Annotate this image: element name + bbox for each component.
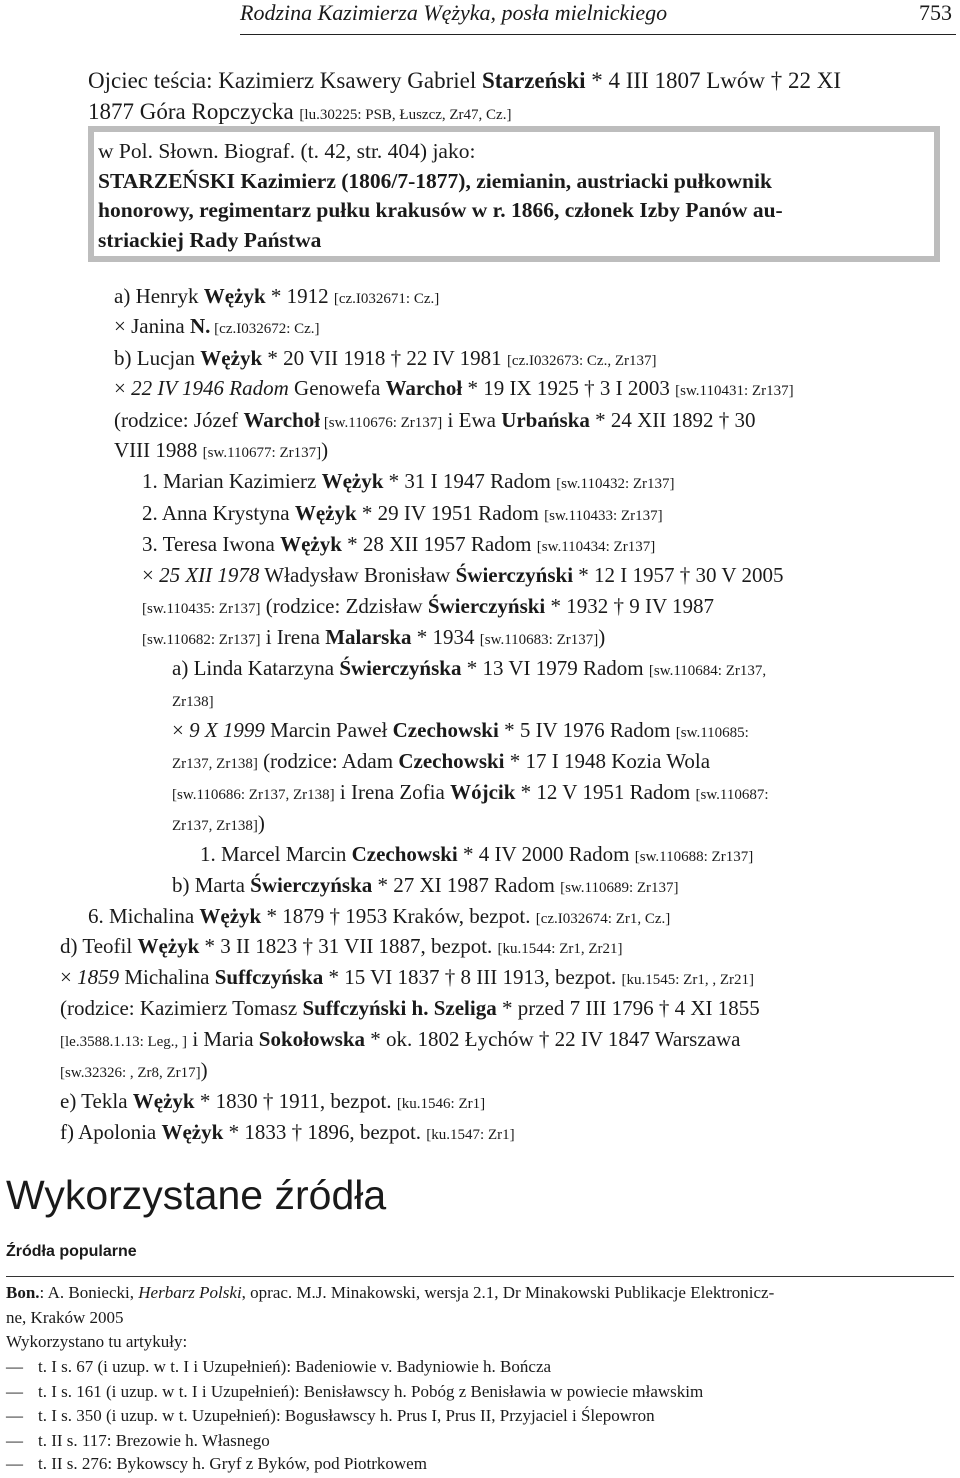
surname: Warchoł [385, 376, 463, 400]
surname: Świerczyński [427, 594, 546, 618]
text: b) Lucjan [114, 346, 201, 370]
article-item [6, 1407, 655, 1426]
entry-linda-2 [172, 688, 214, 711]
surname: Czechowski [351, 842, 458, 866]
article-text: t. II s. 117: Brezowie h. Własnego [38, 1431, 270, 1450]
entry-marcin-parents-2 [172, 781, 769, 804]
reference: [sw.110432: Zr137] [556, 476, 675, 492]
text: * 1932 † 9 IV 1987 [545, 594, 715, 618]
surname: Urbańska [501, 408, 590, 432]
text: * 1934 [411, 625, 480, 649]
text: 1. Marcel Marcin [200, 842, 352, 866]
reference: [sw.110683: Zr137] [479, 632, 599, 648]
text: a) Henryk [114, 284, 204, 308]
entry-wladyslaw-parents-2 [142, 626, 605, 649]
entry-marcel [200, 843, 753, 866]
text: Ojciec teścia: Kazimierz Ksawery Gabriel [88, 68, 482, 93]
surname: Świerczyński [455, 563, 574, 587]
text: * 28 XII 1957 Radom [341, 532, 537, 556]
entry-marcin [172, 719, 749, 742]
text: × [172, 718, 190, 742]
surname: Suffczyński h. Szeliga [302, 996, 497, 1020]
text: * 1833 † 1896, bezpot. [223, 1120, 427, 1144]
text: * 31 I 1947 Radom [383, 469, 557, 493]
text: * 4 IV 2000 Radom [457, 842, 635, 866]
entry-marta [172, 874, 679, 897]
dash: — [6, 1454, 23, 1473]
text: * 29 IV 1951 Radom [356, 501, 545, 525]
text: i Irena [260, 625, 326, 649]
surname: Starzeński [482, 68, 586, 93]
text: i Irena Zofia [334, 780, 451, 804]
reference: [cz.I032674: Zr1, Cz.] [535, 911, 671, 927]
text: * 20 VII 1918 † 22 IV 1981 [262, 346, 507, 370]
surname: Wójcik [450, 780, 516, 804]
entry-michalina-parents-2 [60, 1028, 740, 1051]
dash: — [6, 1382, 23, 1401]
sources-heading: Wykorzystane źródła [6, 1172, 387, 1218]
entry-apolonia [60, 1121, 515, 1144]
entry-marcin-parents-3 [172, 812, 265, 835]
text: × [142, 563, 160, 587]
reference: [ku.1545: Zr1, , Zr21] [621, 972, 754, 988]
article-text: t. I s. 67 (i uzup. w t. I i Uzupełnień): Badeniowie v. Badyniowie h. Bończa [38, 1357, 552, 1376]
entry-linda [172, 657, 766, 680]
reference: [sw.110676: Zr137] [320, 415, 443, 431]
text: 1877 Góra Ropczycka [88, 99, 300, 124]
reference: [le.3588.1.13: Leg., ] [60, 1034, 188, 1050]
text: : A. Boniecki, [39, 1283, 139, 1302]
text: Genowefa [288, 376, 386, 400]
entry-genowefa [114, 377, 794, 400]
article-item [6, 1383, 703, 1402]
text: ) [598, 625, 606, 649]
marriage-date: 1859 [77, 965, 120, 989]
text: × Janina [114, 314, 190, 338]
reference: [sw.110682: Zr137] [142, 632, 261, 648]
text: * 17 I 1948 Kozia Wola [504, 749, 711, 773]
box-line: honorowy, regimentarz pułku krakusów w r. 1866, członek Izby Panów au- [98, 198, 783, 222]
text: * 12 I 1957 † 30 V 2005 [573, 563, 784, 587]
text: * 12 V 1951 Radom [515, 780, 696, 804]
entry-michalina-parents-3 [60, 1059, 208, 1082]
text: , oprac. M.J. Minakowski, wersja 2.1, Dr Minakowski Publikacje Elektronicz- [241, 1283, 775, 1302]
sources-rule [6, 1276, 954, 1277]
running-title: Rodzina Kazimierza Wężyka, posła mielnickiego [240, 0, 668, 25]
dash: — [6, 1431, 23, 1450]
surname: Wężyk [137, 934, 200, 958]
entry-michalina [88, 905, 670, 928]
father-in-law-line [88, 68, 841, 93]
reference: Zr137, Zr138] [172, 818, 258, 834]
text: 2. Anna Krystyna [142, 501, 295, 525]
article-text: t. I s. 350 (i uzup. w t. Uzupełnień): Bogusławscy h. Prus I, Prus II, Przyjaciel i Ślepowron [38, 1406, 655, 1425]
text: b) Marta [172, 873, 251, 897]
text: d) Teofil [60, 934, 138, 958]
reference: [cz.I032671: Cz.] [333, 291, 440, 307]
text: (rodzice: Adam [257, 749, 399, 773]
reference: [sw.110685: [675, 725, 749, 741]
reference: [sw.110686: Zr137, Zr138] [172, 787, 335, 803]
text: * 1912 [265, 284, 334, 308]
text: * 5 IV 1976 Radom [498, 718, 676, 742]
text: i Maria [187, 1027, 259, 1051]
entry-genowefa-parents-2 [114, 439, 328, 462]
text: × [60, 965, 78, 989]
text: * 3 II 1823 † 31 VII 1887, bezpot. [199, 934, 498, 958]
reference: [sw.110684: Zr137, [648, 663, 767, 679]
text: * 1830 † 1911, bezpot. [194, 1089, 397, 1113]
entry-genowefa-parents [114, 409, 756, 432]
reference: [sw.110431: Zr137] [675, 383, 794, 399]
article-text: t. II s. 276: Bykowscy h. Gryf z Byków, pod Piotrkowem [38, 1454, 427, 1473]
father-in-law-line-2 [88, 99, 511, 124]
text: 6. Michalina [88, 904, 200, 928]
text: 1. Marian Kazimierz [142, 469, 322, 493]
reference: [sw.110677: Zr137] [202, 445, 322, 461]
text: * 24 XII 1892 † 30 [589, 408, 756, 432]
entry-teofil [60, 935, 623, 958]
surname: Wężyk [200, 346, 263, 370]
reference: [sw.32326: , Zr8, Zr17] [60, 1065, 201, 1081]
text: (rodzice: Zdzisław [260, 594, 428, 618]
sources-subheading: Źródła popularne [6, 1243, 137, 1260]
reference: [cz.I032673: Cz., Zr137] [506, 353, 657, 369]
text: Marcin Paweł [264, 718, 393, 742]
text: f) Apolonia [60, 1120, 162, 1144]
page-header [0, 0, 960, 40]
reference: [sw.110688: Zr137] [634, 849, 754, 865]
text: a) Linda Katarzyna [172, 656, 340, 680]
reference: [sw.110435: Zr137] [142, 601, 261, 617]
text: i Ewa [442, 408, 502, 432]
entry-wladyslaw [142, 564, 783, 587]
surname: N. [190, 314, 211, 338]
text: (rodzice: Józef [114, 408, 244, 432]
article-item [6, 1455, 427, 1474]
surname: Wężyk [321, 469, 384, 493]
text: Władysław Bronisław [259, 563, 456, 587]
article-text: t. I s. 161 (i uzup. w t. I i Uzupełnień): Benisławscy h. Pobóg z Benisławia w powiecie mławskim [38, 1382, 704, 1401]
used-articles-label: Wykorzystano tu artykuły: [6, 1332, 188, 1351]
reference: [sw.110433: Zr137] [544, 508, 663, 524]
surname: Wężyk [161, 1120, 224, 1144]
surname: Czechowski [392, 718, 499, 742]
entry-lucjan [114, 347, 656, 370]
reference: [sw.110689: Zr137] [560, 880, 679, 896]
entry-wladyslaw-parents [142, 595, 714, 618]
marriage-date: 9 X 1999 [189, 718, 265, 742]
entry-tekla [60, 1090, 485, 1113]
reference: Zr138] [172, 694, 214, 710]
page-number: 753 [919, 0, 952, 25]
surname: Suffczyńska [214, 965, 324, 989]
surname: Świerczyńska [250, 873, 373, 897]
reference: [ku.1546: Zr1] [396, 1096, 486, 1112]
surname: Świerczyńska [339, 656, 462, 680]
text: (rodzice: Kazimierz Tomasz [60, 996, 303, 1020]
text: 3. Teresa Iwona [142, 532, 281, 556]
entry-marcin-parents [172, 750, 710, 773]
text: ) [257, 811, 265, 835]
surname: Wężyk [203, 284, 266, 308]
entry-michalina-suffczynska [60, 966, 754, 989]
source-title: Herbarz Polski [138, 1283, 242, 1302]
surname: Wężyk [132, 1089, 195, 1113]
box-line: striackiej Rady Państwa [98, 228, 322, 252]
dash: — [6, 1406, 23, 1425]
entry-marian [142, 470, 675, 493]
text: ) [321, 438, 329, 462]
header-rule [240, 34, 956, 35]
boniecki-source-2: ne, Kraków 2005 [6, 1308, 124, 1327]
reference: [lu.30225: PSB, Łuszcz, Zr47, Cz.] [299, 107, 512, 123]
article-item [6, 1358, 551, 1377]
text: * 4 III 1807 Lwów † 22 XI [585, 68, 842, 93]
surname: Czechowski [398, 749, 505, 773]
surname: Wężyk [199, 904, 262, 928]
entry-janina [114, 315, 320, 338]
box-line: STARZEŃSKI Kazimierz (1806/7-1877), ziemianin, austriacki pułkownik [98, 169, 772, 193]
reference: [sw.110434: Zr137] [536, 539, 656, 555]
surname: Warchoł [243, 408, 321, 432]
surname: Sokołowska [258, 1027, 366, 1051]
entry-teresa [142, 533, 655, 556]
text: * przed 7 III 1796 † 4 XI 1855 [496, 996, 760, 1020]
text: * 15 VI 1837 † 8 III 1913, bezpot. [323, 965, 622, 989]
reference: [sw.110687: [695, 787, 769, 803]
text: × [114, 376, 132, 400]
source-abbrev: Bon. [6, 1283, 40, 1302]
reference: [ku.1547: Zr1] [426, 1127, 515, 1143]
entry-henryk [114, 285, 439, 308]
marriage-date: 22 IV 1946 Radom [131, 376, 289, 400]
text: ) [200, 1058, 208, 1082]
surname: Wężyk [280, 532, 342, 556]
text: * 19 IX 1925 † 3 I 2003 [462, 376, 676, 400]
text: e) Tekla [60, 1089, 133, 1113]
text: VIII 1988 [114, 438, 203, 462]
boniecki-source [6, 1284, 774, 1303]
marriage-date: 25 XII 1978 [159, 563, 260, 587]
text: * 27 XI 1987 Radom [372, 873, 561, 897]
reference: [cz.I032672: Cz.] [210, 321, 320, 337]
text: * ok. 1802 Łychów † 22 IV 1847 Warszawa [365, 1027, 741, 1051]
entry-anna [142, 502, 663, 525]
surname: Malarska [325, 625, 412, 649]
dash: — [6, 1357, 23, 1376]
text: Michalina [119, 965, 215, 989]
text: * 1879 † 1953 Kraków, bezpot. [261, 904, 536, 928]
surname: Wężyk [294, 501, 357, 525]
entry-michalina-parents [60, 997, 760, 1020]
box-line: w Pol. Słown. Biograf. (t. 42, str. 404) jako: [98, 139, 476, 163]
reference: [ku.1544: Zr1, Zr21] [497, 941, 623, 957]
reference: Zr137, Zr138] [172, 756, 258, 772]
text: * 13 VI 1979 Radom [461, 656, 649, 680]
article-item [6, 1432, 270, 1451]
